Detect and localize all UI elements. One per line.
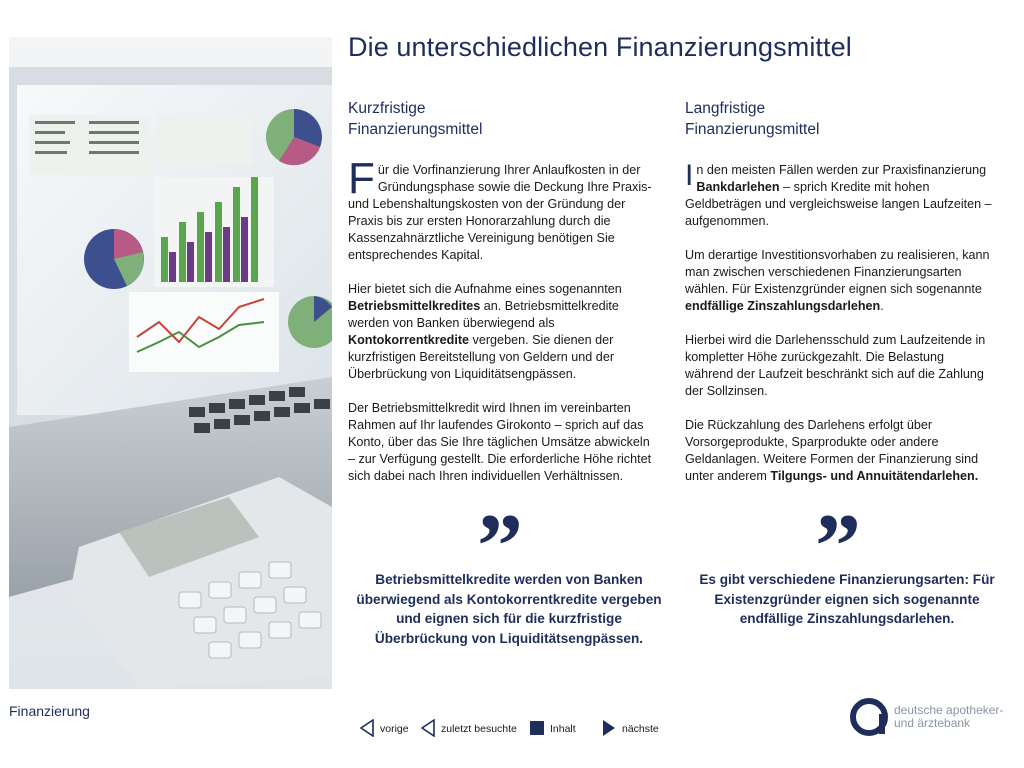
heading-line-2: Finanzierungsmittel: [685, 121, 820, 138]
heading-line-2: Finanzierungsmittel: [348, 121, 483, 138]
text-run: vergeben. Sie dienen der kurzfristigen Bereitstellung von Geldern und der Überbrückung von Liquiditätsengpässen.: [348, 333, 615, 381]
bold-term: Betriebsmittelkredites: [348, 299, 481, 313]
logo-text: [894, 704, 1003, 730]
text-run: – sprich Kredite mit hohen Geldbeträgen und vergleichsweise langen Laufzeiten – aufgenommen.: [685, 180, 992, 228]
paragraph-4: [685, 417, 995, 485]
heading-line-1: Kurzfristige: [348, 100, 426, 117]
section-label: Finanzierung: [9, 703, 90, 719]
column-long-term: [685, 98, 995, 502]
paragraph-1: [348, 154, 658, 264]
nav-last-visited-label: zuletzt besuchte: [441, 723, 517, 735]
nav-prev-label: vorige: [380, 723, 409, 735]
drop-cap: I: [685, 159, 694, 192]
text-run: Um derartige Investitionsvorhaben zu realisieren, kann man zwischen verschiedenen Finanzierungsarten wählen. Für Existenzgründer eignen sich sogenannte: [685, 248, 990, 296]
quote-mark-icon: ”: [815, 495, 861, 597]
apobank-logo: [850, 698, 1003, 736]
nav-last-visited-button[interactable]: [421, 718, 517, 740]
paragraph-2: [685, 247, 995, 315]
nav-prev-button[interactable]: [360, 718, 409, 740]
paragraph-3: Der Betriebsmittelkredit wird Ihnen im vereinbarten Rahmen auf Ihr laufendes Girokonto – sprich auf das Konto, über das Sie Ihre täglichen Umsätze abwickeln – zur Verfügung gestellt. Die erforderliche Höhe richtet sich dabei nach Ihren individuellen Verhältnissen.: [348, 401, 652, 483]
bold-term: Tilgungs- und Annuitätendarlehen.: [770, 469, 979, 483]
paragraph-2: [348, 281, 658, 383]
bold-term: Bankdarlehen: [696, 180, 780, 194]
nav-contents-label: Inhalt: [550, 723, 576, 735]
nav-contents-button[interactable]: [530, 718, 576, 740]
column-short-term: [348, 98, 658, 502]
column-heading-short-term: [348, 98, 658, 140]
text-run: .: [880, 299, 884, 313]
pull-quote-left: Betriebsmittelkredite werden von Banken überwiegend als Kontokorrentkredite vergeben und eignen sich für die kurzfristige Überbrückung von Liquiditätsengpässen.: [356, 572, 662, 646]
logo-line-2: und ärztebank: [894, 716, 971, 730]
pull-quote-right: Es gibt verschiedene Finanzierungsarten: Für Existenzgründer eignen sich sogenannte endfällige Zinszahlungsdarlehen.: [699, 572, 995, 626]
page-title: Die unterschiedlichen Finanzierungsmittel: [348, 32, 852, 62]
logo-line-1: deutsche apotheker-: [894, 703, 1004, 717]
bold-term: Kontokorrentkredite: [348, 333, 470, 347]
text-run: Hier bietet sich die Aufnahme eines sogenannten: [348, 282, 622, 296]
paragraph-3: Hierbei wird die Darlehensschuld zum Laufzeitende in kompletter Höhe zurückgezahlt. Die Belastung während der Laufzeit beschränkt sich auf die Zahlung der Sollzinsen.: [685, 333, 986, 398]
triangle-left-outline-icon: [421, 719, 435, 740]
bold-term: endfällige Zinszahlungsdarlehen: [685, 299, 881, 313]
triangle-left-outline-icon: [360, 719, 374, 740]
drop-cap: F: [348, 154, 375, 203]
text-run: n den meisten Fällen werden zur Praxisfinanzierung: [696, 163, 987, 177]
paragraph-text: ür die Vorfinanzierung Ihrer Anlaufkosten in der Gründungsphase sowie die Deckung Ihre Praxis- und Lebenshaltungskosten von der Gründung der Praxis bis zur ersten Honorarzahlung durch die Kassenzahnärztliche Vereinigung benötigen Sie entsprechendes Kapital.: [348, 163, 652, 262]
square-filled-icon: [530, 720, 544, 739]
photo-laptop-calculator: [9, 37, 332, 689]
column-heading-long-term: [685, 98, 995, 140]
quote-mark-icon: ”: [477, 495, 523, 597]
heading-line-1: Langfristige: [685, 100, 766, 117]
apobank-a-logo-icon: [850, 698, 888, 736]
text-run: an. Betriebsmittelkredite werden von Banken überwiegend als: [348, 299, 619, 330]
text-run: Die Rückzahlung des Darlehens erfolgt über Vorsorgeprodukte, Sparprodukte oder andere Geldanlagen. Weitere Formen der Finanzierung sind unter anderem: [685, 418, 979, 483]
triangle-right-filled-icon: [602, 719, 616, 740]
paragraph-1: [685, 159, 995, 230]
nav-next-button[interactable]: [602, 718, 659, 740]
nav-next-label: nächste: [622, 723, 659, 735]
